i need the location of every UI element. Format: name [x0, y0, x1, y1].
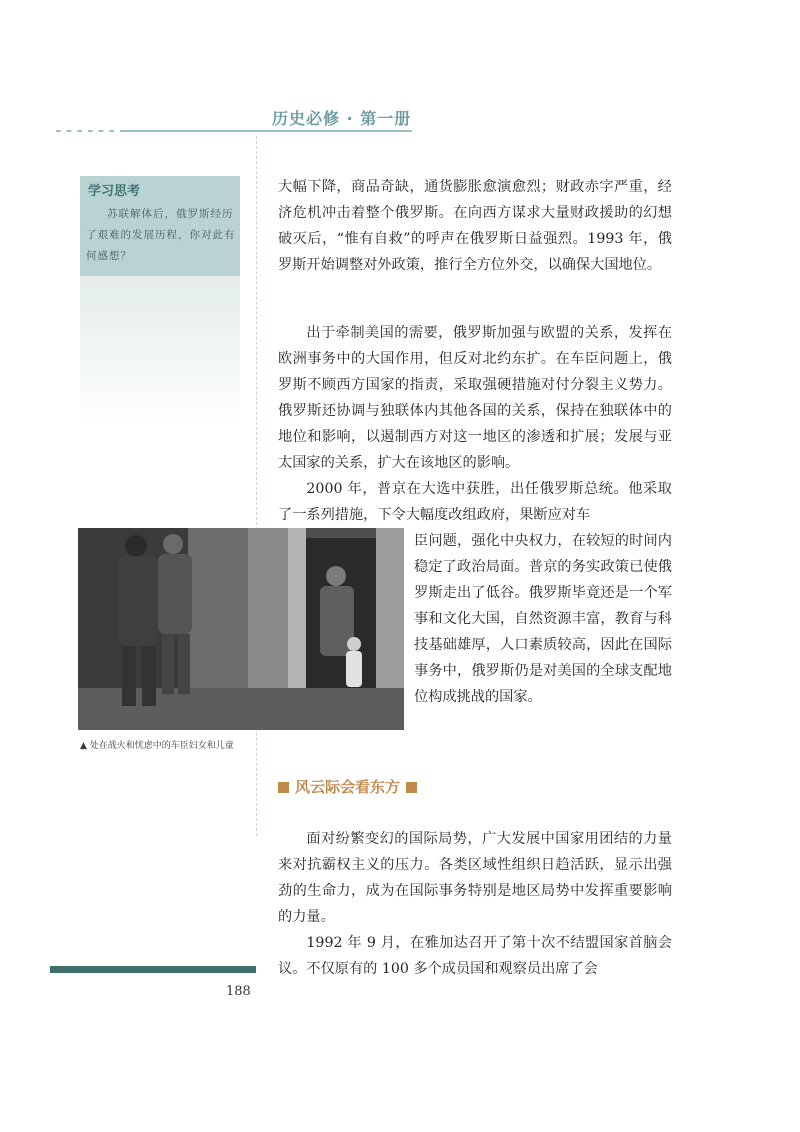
section-heading [278, 776, 417, 797]
header-title: 历史必修 · 第一册 [272, 109, 412, 128]
section-paragraph-1: 面对纷繁变幻的国际局势，广大发展中国家用团结的力量来对抗霸权主义的压力。各类区域性组织日趋活跃，显示出强劲的生命力，成为在国际事务特别是地区局势中发挥重要影响的力量。 [278, 831, 672, 925]
body-paragraph-4: 臣问题，强化中央权力，在较短的时间内稳定了政治局面。普京的务实政策已使俄罗斯走出了低谷。俄罗斯毕竟还是一个军事和文化大国，自然资源丰富，教育与科技基础雄厚，人口素质较高，因此在国际事务中，俄罗斯仍是对美国的全球支配地位构成挑战的国家。 [414, 533, 672, 705]
section-paragraph-2: 1992 年 9 月，在雅加达召开了第十次不结盟国家首脑会议。不仅原有的 100 多个成员国和观察员出席了会 [278, 935, 672, 977]
chechnya-photo [78, 528, 404, 730]
column-divider [256, 136, 257, 836]
study-box-title: 学习思考 [88, 184, 141, 199]
section-marker-icon [278, 782, 289, 793]
body-paragraph-3: 2000 年，普京在大选中获胜，出任俄罗斯总统。他采取了一系列措施，下令大幅度改组政府，果断应对车 [278, 481, 672, 523]
section-title: 风云际会看东方 [295, 778, 401, 796]
page-number: 188 [226, 984, 251, 999]
header-rule-dash [50, 130, 120, 132]
photo-caption: ▲ 处在战火和忧虑中的车臣妇女和儿童 [80, 741, 234, 751]
section-marker-icon [406, 782, 417, 793]
photo-illustration [78, 528, 404, 730]
body-paragraph-1: 大幅下降，商品奇缺，通货膨胀愈演愈烈；财政赤字严重，经济危机冲击着整个俄罗斯。在向西方谋求大量财政援助的幻想破灭后，“惟有自救”的呼声在俄罗斯日益强烈。1993 年，俄罗斯开始调整对外政策，推行全方位外交，以确保大国地位。 [278, 179, 672, 273]
body-paragraph-2: 出于牵制美国的需要，俄罗斯加强与欧盟的关系，发挥在欧洲事务中的大国作用，但反对北约东扩。在车臣问题上，俄罗斯不顾西方国家的指责，采取强硬措施对付分裂主义势力。俄罗斯还协调与独联体内其他各国的关系，保持在独联体中的地位和影响，以遏制西方对这一地区的渗透和扩展；发展与亚太国家的关系，扩大在该地区的影响。 [278, 325, 672, 471]
footer-bar [50, 966, 256, 973]
study-box-question: 苏联解体后，俄罗斯经历了艰难的发展历程，你对此有何感想？ [86, 208, 236, 262]
study-box-fade [80, 276, 240, 426]
